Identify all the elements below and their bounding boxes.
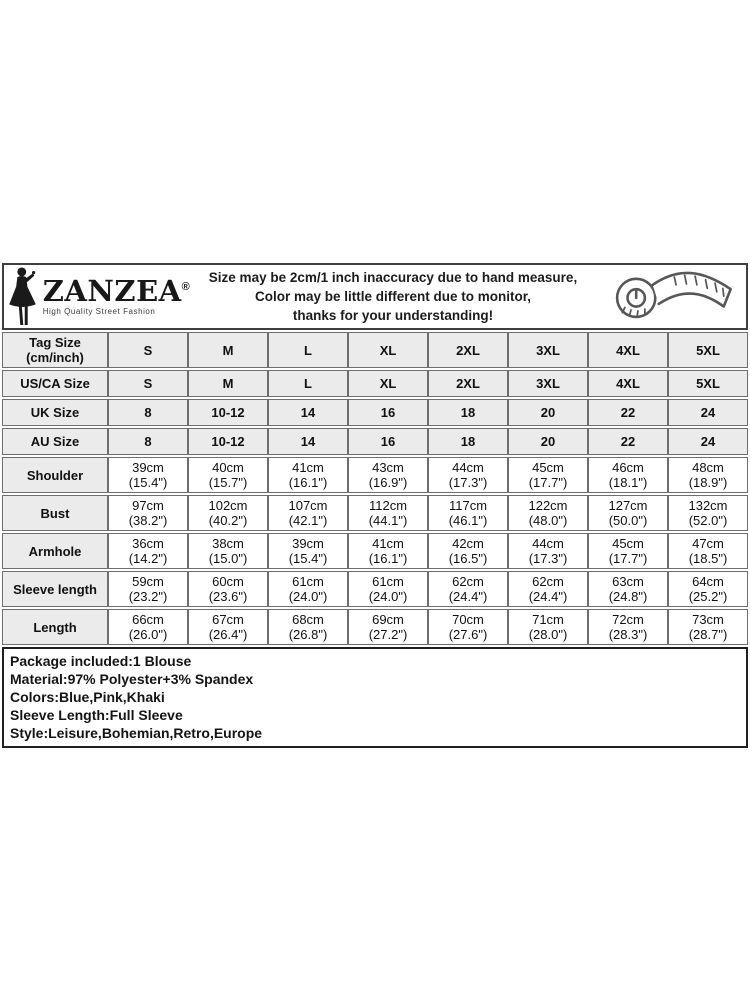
size-cell: 8: [108, 399, 188, 426]
size-cell: 62cm (24.4"): [428, 571, 508, 607]
product-info-line: Style:Leisure,Bohemian,Retro,Europe: [10, 725, 263, 741]
size-cell: 24: [668, 428, 748, 455]
size-cell: 73cm (28.7"): [668, 609, 748, 645]
size-cell: 67cm (26.4"): [188, 609, 268, 645]
size-cell: 127cm (50.0"): [588, 495, 668, 531]
row-label: Tag Size (cm/inch): [2, 332, 108, 368]
size-cell: 41cm (16.1"): [348, 533, 428, 569]
size-cell: 8: [108, 428, 188, 455]
size-cell: 70cm (27.6"): [428, 609, 508, 645]
size-cell: 42cm (16.5"): [428, 533, 508, 569]
size-cell: 2XL: [428, 370, 508, 397]
table-row: [2, 370, 748, 397]
measuring-tape-icon: [594, 268, 746, 326]
product-info-box: [2, 647, 748, 748]
table-row: [2, 457, 748, 493]
size-cell: 44cm (17.3"): [508, 533, 588, 569]
size-cell: 62cm (24.4"): [508, 571, 588, 607]
size-cell: 14: [268, 399, 348, 426]
size-cell: 72cm (28.3"): [588, 609, 668, 645]
brand-name: ZANZEA®: [42, 274, 191, 308]
header-band: [2, 263, 748, 330]
size-cell: M: [188, 332, 268, 368]
row-label: Sleeve length: [2, 571, 108, 607]
product-info-line: Package included:1 Blouse: [10, 653, 192, 669]
disclaimer-line: thanks for your understanding!: [292, 308, 494, 323]
size-cell: 36cm (14.2"): [108, 533, 188, 569]
size-cell: 5XL: [668, 370, 748, 397]
size-cell: 16: [348, 428, 428, 455]
size-cell: 122cm (48.0"): [508, 495, 588, 531]
brand-tagline: High Quality Street Fashion: [42, 307, 156, 316]
table-row: [2, 428, 748, 455]
row-label: Shoulder: [2, 457, 108, 493]
size-cell: L: [268, 370, 348, 397]
size-cell: 102cm (40.2"): [188, 495, 268, 531]
size-cell: 48cm (18.9"): [668, 457, 748, 493]
size-cell: 64cm (25.2"): [668, 571, 748, 607]
size-cell: 45cm (17.7"): [508, 457, 588, 493]
size-cell: 45cm (17.7"): [588, 533, 668, 569]
table-row: [2, 495, 748, 531]
table-row: [2, 609, 748, 645]
size-cell: 18: [428, 399, 508, 426]
disclaimer-line: Color may be little different due to monitor,: [254, 289, 532, 304]
size-cell: S: [108, 370, 188, 397]
disclaimer-line: Size may be 2cm/1 inch inaccuracy due to hand measure,: [208, 270, 578, 285]
woman-silhouette-icon: [6, 266, 42, 328]
size-cell: 97cm (38.2"): [108, 495, 188, 531]
size-cell: 132cm (52.0"): [668, 495, 748, 531]
row-label: Bust: [2, 495, 108, 531]
size-disclaimer: [192, 268, 594, 325]
size-cell: 66cm (26.0"): [108, 609, 188, 645]
size-cell: M: [188, 370, 268, 397]
size-chart-sheet: [2, 263, 748, 748]
size-cell: 22: [588, 399, 668, 426]
size-cell: 10-12: [188, 399, 268, 426]
size-cell: 24: [668, 399, 748, 426]
size-cell: 3XL: [508, 370, 588, 397]
size-cell: 39cm (15.4"): [268, 533, 348, 569]
size-cell: 39cm (15.4"): [108, 457, 188, 493]
registered-mark: ®: [181, 281, 191, 293]
size-table-body: [2, 332, 748, 645]
size-cell: S: [108, 332, 188, 368]
size-cell: 117cm (46.1"): [428, 495, 508, 531]
size-cell: 63cm (24.8"): [588, 571, 668, 607]
size-cell: 41cm (16.1"): [268, 457, 348, 493]
size-cell: 20: [508, 428, 588, 455]
size-cell: 4XL: [588, 332, 668, 368]
size-cell: 40cm (15.7"): [188, 457, 268, 493]
size-cell: 68cm (26.8"): [268, 609, 348, 645]
size-cell: 18: [428, 428, 508, 455]
size-cell: 112cm (44.1"): [348, 495, 428, 531]
size-cell: 71cm (28.0"): [508, 609, 588, 645]
size-cell: 59cm (23.2"): [108, 571, 188, 607]
size-cell: 4XL: [588, 370, 668, 397]
size-cell: 14: [268, 428, 348, 455]
brand-logo: [4, 266, 192, 328]
table-row: [2, 533, 748, 569]
size-cell: 10-12: [188, 428, 268, 455]
size-cell: 61cm (24.0"): [268, 571, 348, 607]
size-cell: 2XL: [428, 332, 508, 368]
row-label: Armhole: [2, 533, 108, 569]
size-cell: XL: [348, 370, 428, 397]
product-info-line: Material:97% Polyester+3% Spandex: [10, 671, 254, 687]
table-row: [2, 399, 748, 426]
size-cell: XL: [348, 332, 428, 368]
row-label: UK Size: [2, 399, 108, 426]
size-cell: 22: [588, 428, 668, 455]
size-table: [2, 330, 748, 647]
table-row: [2, 571, 748, 607]
table-row: [2, 332, 748, 368]
size-cell: 20: [508, 399, 588, 426]
size-cell: 43cm (16.9"): [348, 457, 428, 493]
size-cell: 16: [348, 399, 428, 426]
size-cell: 38cm (15.0"): [188, 533, 268, 569]
row-label: US/CA Size: [2, 370, 108, 397]
size-cell: 44cm (17.3"): [428, 457, 508, 493]
size-cell: 60cm (23.6"): [188, 571, 268, 607]
size-cell: 3XL: [508, 332, 588, 368]
size-cell: 47cm (18.5"): [668, 533, 748, 569]
row-label: AU Size: [2, 428, 108, 455]
row-label: Length: [2, 609, 108, 645]
product-info-line: Colors:Blue,Pink,Khaki: [10, 689, 165, 705]
size-cell: 5XL: [668, 332, 748, 368]
size-cell: 69cm (27.2"): [348, 609, 428, 645]
product-info-line: Sleeve Length:Full Sleeve: [10, 707, 183, 723]
size-cell: 107cm (42.1"): [268, 495, 348, 531]
size-cell: 46cm (18.1"): [588, 457, 668, 493]
size-cell: L: [268, 332, 348, 368]
size-cell: 61cm (24.0"): [348, 571, 428, 607]
